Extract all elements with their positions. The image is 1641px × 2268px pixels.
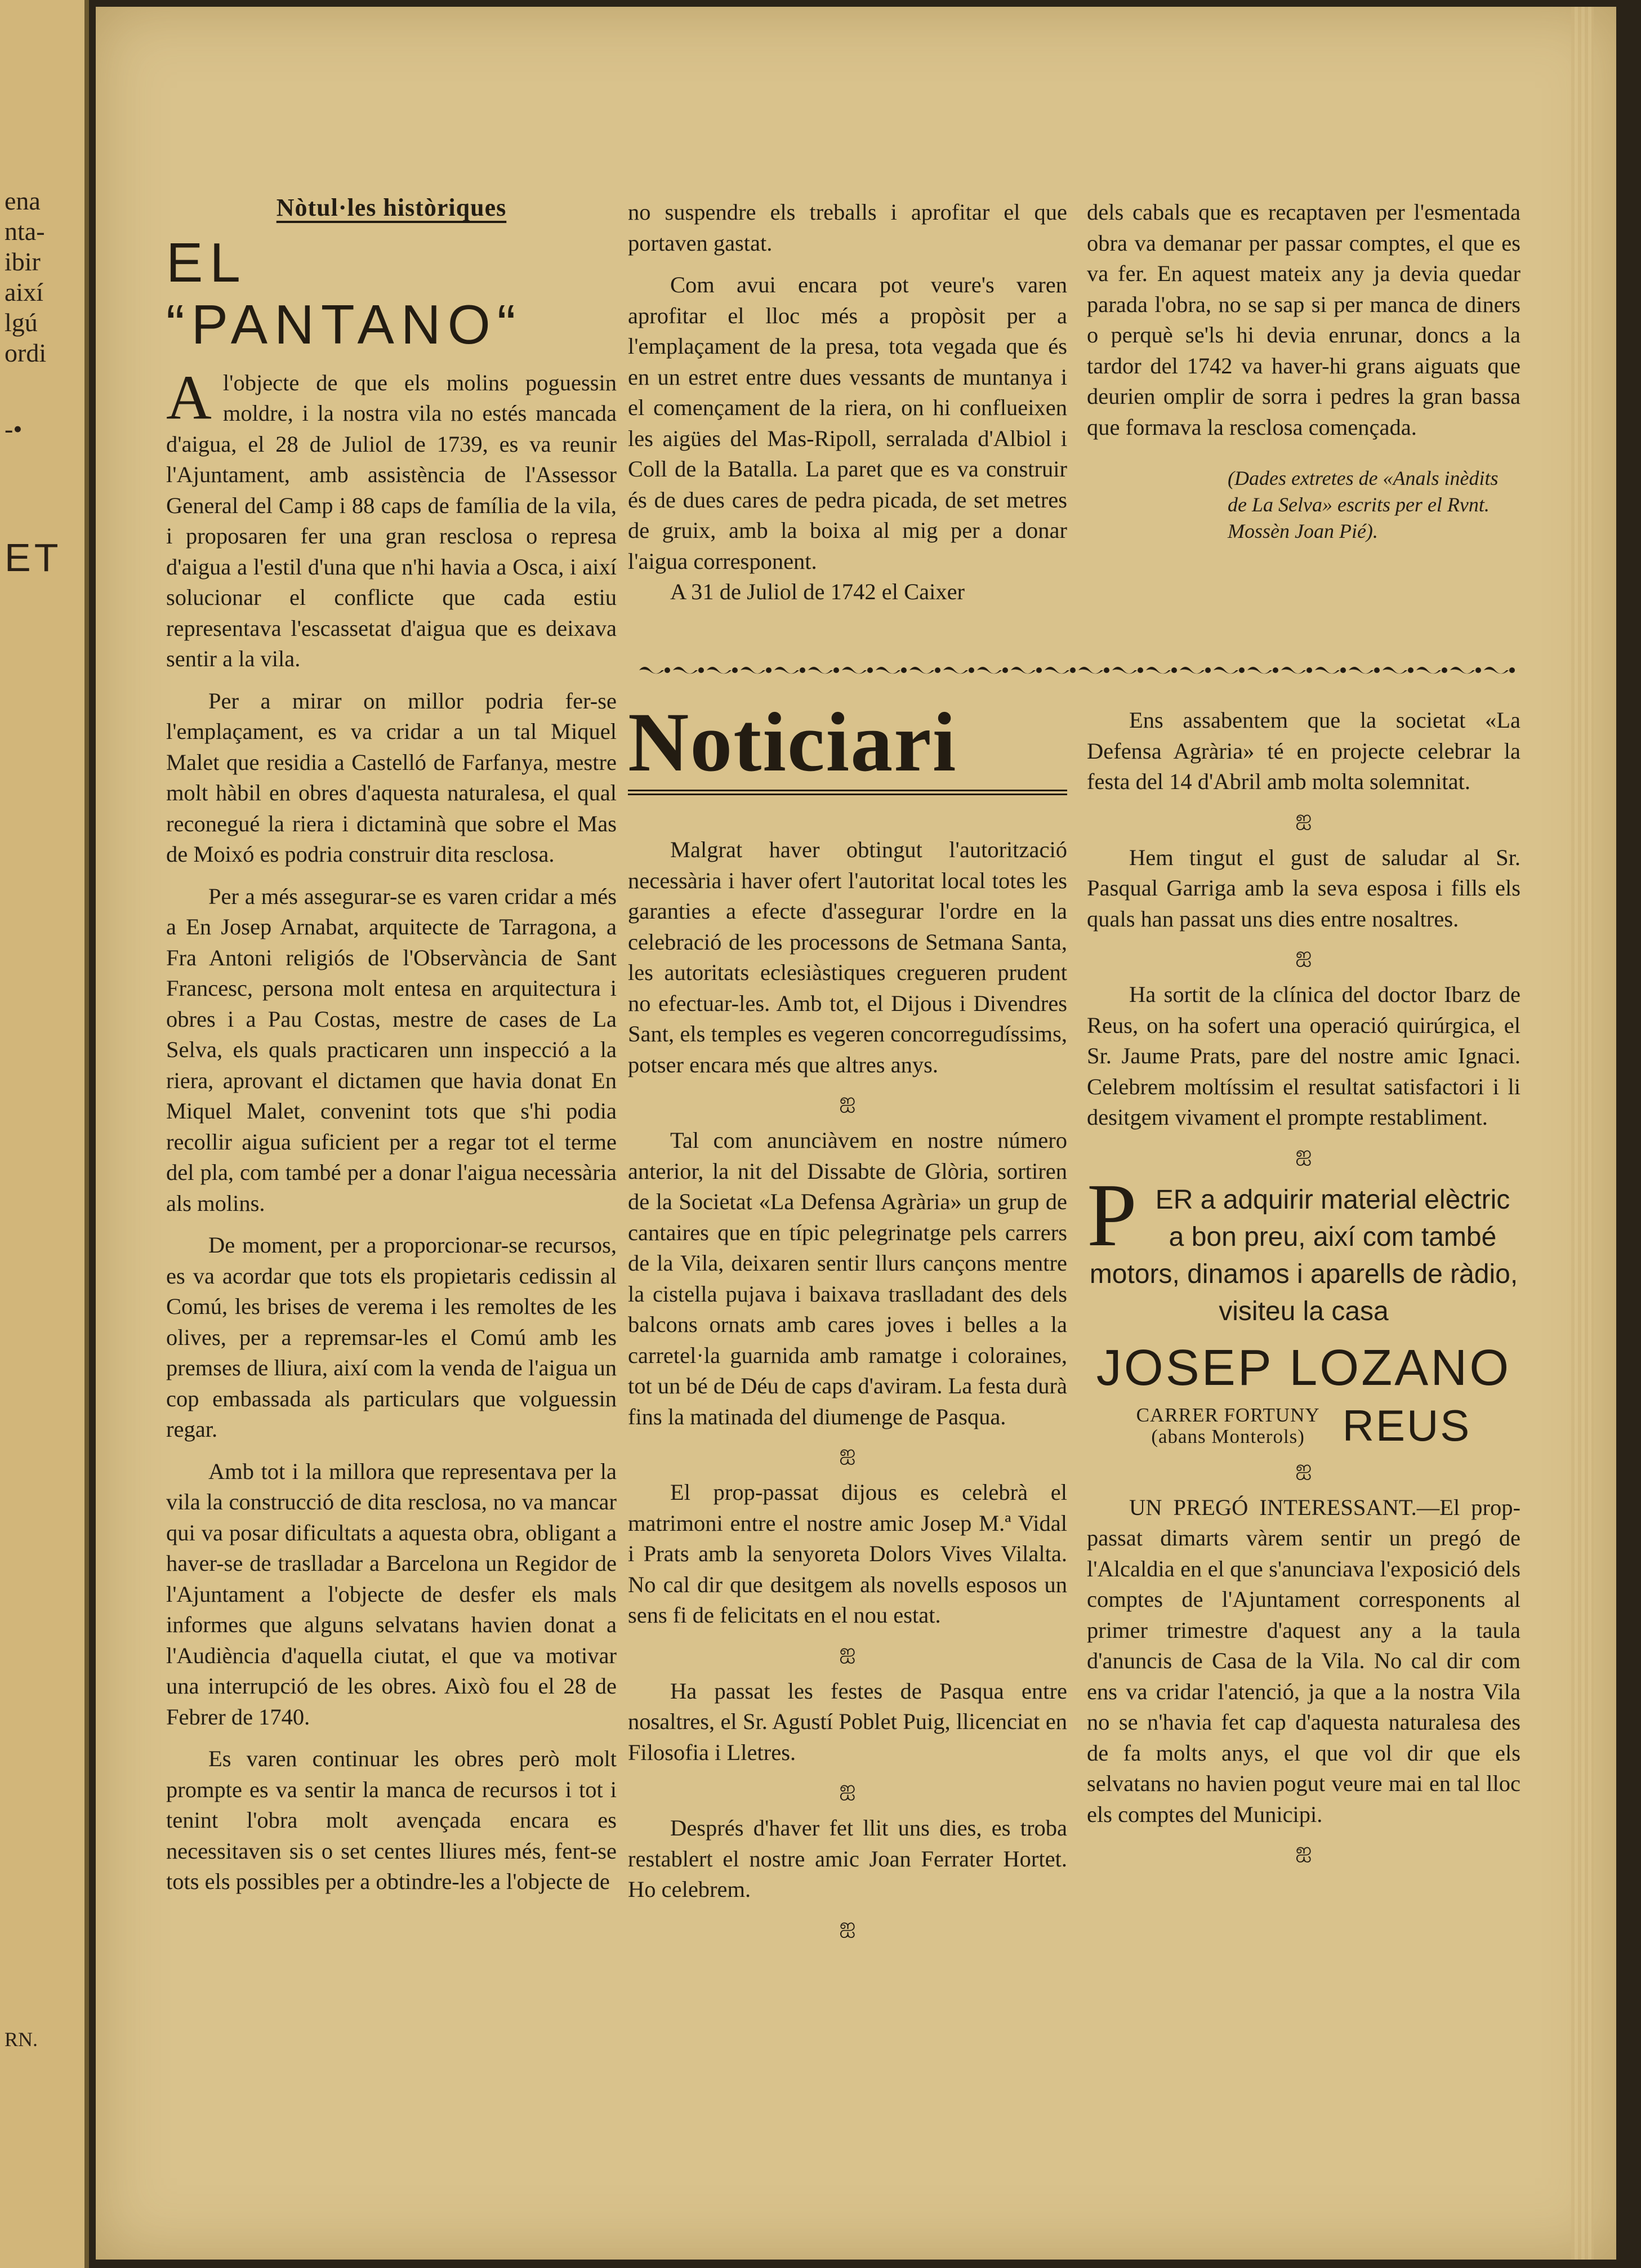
article-paragraph: Com avui encara pot veure's varen aprofitar el lloc més a propòsit per a l'emplaçament de la presa, tota vegada que és en un estret entre dues vessants de muntanya i el començament de la riera, on hi conflueixen les aigües del Mas-Ripoll, serralada d'Albiol i Coll de la Batalla. La paret que es va construir és de dues cares de pedra picada, de set metres de gruix, amb la boixa al mig per a donar l'aigua corresponent. [628, 272, 1067, 574]
article-column-2 [628, 197, 1067, 608]
divider-flourish [1450, 667, 1475, 674]
strip-line: nta- [5, 217, 45, 246]
divider-dot [833, 667, 839, 673]
ad-street-line: CARRER FORTUNY [1136, 1403, 1320, 1426]
article-paragraph: A 31 de Juliol de 1742 el Caixer [670, 579, 965, 604]
news-item: UN PREGÓ INTERESSANT.—El prop-passat dimarts vàrem sentir un pregó de l'Alcaldia en el que s'anunciava l'exposició dels comptes de l'Ajuntament corresponents al primer trimestre d'aquest any a la taula d'anuncis de Casa de la Vila. No cal dir com ens va cridar l'atenció, ja que a la nostra Vila no se n'havia fet cap d'aquesta naturalesa des de fa molts anys, el que vol dir que els selvatans no havien pogut veure mai en tal lloc els comptes del Municipi. [1087, 1494, 1520, 1827]
divider-dot [935, 667, 940, 673]
news-item: Ha passat les festes de Pasqua entre nosaltres, el Sr. Agustí Poblet Puig, llicenciat en Filosofia i Lletres. [628, 1678, 1067, 1765]
divider-flourish [842, 667, 867, 674]
news-item: Ha sortit de la clínica del doctor Ibarz de Reus, on ha sofert una operació quirúrgica, el Sr. Jaume Prats, pare del nostre amic Ignaci. Celebrem moltíssim el resultat satisfactori i li desitgem vivament el prompte restabliment. [1087, 982, 1520, 1130]
divider-flourish [1146, 667, 1171, 674]
divider-dot [1273, 667, 1278, 673]
fleuron-icon: ஐ [1295, 806, 1312, 829]
noticiari-title: Noticiari [628, 696, 957, 789]
divider-dot [1442, 667, 1447, 673]
strip-line: ordi [5, 338, 47, 367]
article-paragraph: Al'objecte de que els molins poguessin moldre, i la nostra vila no estés mancada d'aigua, el 28 de Juliol de 1739, es va reunir l'Ajuntament, amb assistència de l'Assessor General del Camp i 88 caps de família de la vila, i proposaren fer una gran resclosa o represa d'aigua a l'estil d'una que n'hi havia a Osca, i així solucionar el conflicte que cada estiu representava l'escassetat d'aigua que es deixava sentir a la vila. [166, 362, 617, 671]
ornamental-divider [628, 660, 1523, 680]
article-paragraph: dels cabals que es recaptaven per l'esmentada obra va demanar per passar comptes, el que es va fer. En aquest mateix any ja devia quedar parada l'obra, no se sap si per manca de diners o perquè se'ls hi devia enrunar, doncs a la tardor del 1742 va haver-hi grans aiguats que deurien omplir de sorra i pedres la gran bassa que formava la resclosa començada. [1087, 199, 1520, 440]
divider-flourish [943, 667, 968, 674]
strip-line: ET [5, 536, 62, 580]
divider-dot [1036, 667, 1042, 673]
strip-line: així [5, 278, 43, 306]
divider-dot [800, 667, 805, 673]
divider-dot [1138, 667, 1143, 673]
news-item: Després d'haver fet llit uns dies, es troba restablert el nostre amic Joan Ferrater Hortet. Ho celebrem. [628, 1815, 1067, 1902]
divider-flourish [1214, 667, 1238, 674]
divider-dot [901, 667, 907, 673]
divider-flourish [673, 667, 698, 674]
article-paragraph: Per a més assegurar-se es varen cridar a més a En Josep Arnabat, arquitecte de Tarragona, a Fra Antoni religiós de l'Observància de Sant Francesc, persona molt entesa en arquitectura i obres i a Pau Costas, mestre de cases de La Selva, els quals practicaren unn inspecció a la riera, aprovant el dictamen que havia donat En Miquel Malet, convenint tots que s'hi podia recollir aigua suficient per a regar tot el terme del pla, com també per a donar l'aigua necessària als molins. [166, 883, 617, 1216]
divider-flourish [1416, 667, 1441, 674]
article-column-3 [1087, 197, 1520, 545]
divider-flourish [1112, 667, 1137, 674]
divider-flourish [1349, 667, 1374, 674]
divider-flourish [1045, 667, 1069, 674]
advertisement [1087, 1164, 1520, 1451]
fleuron-icon: ஐ [1295, 943, 1312, 966]
divider-flourish [1180, 667, 1205, 674]
news-column-3 [1087, 705, 1520, 1875]
fleuron-icon: ஐ [839, 1639, 856, 1663]
strip-line: RN. [5, 2028, 38, 2051]
news-item: El prop-passat dijous es celebrà el matrimoni entre el nostre amic Josep M.ª Vidal i Prats amb la senyoreta Dolors Vives Vilalta. No cal dir que desitgem als novells esposos un sens fi de felicitats en el nou estat. [628, 1480, 1067, 1628]
divider-dot [732, 667, 738, 673]
article-paragraph: Es varen continuar les obres però molt prompte es va sentir la manca de recursos i tot i tenint l'obra molt avençada encara es necessitaven sis o set centes lliures més, fent-se tots els possibles per a obtindre-les a l'objecte de [166, 1746, 617, 1894]
divider-dot [665, 667, 670, 673]
page-edge [1571, 7, 1594, 2260]
article-column-1 [166, 193, 617, 1897]
news-item: Hem tingut el gust de saludar al Sr. Pasqual Garriga amb la seva esposa i fills els quals han passat uns dies entre nosaltres. [1087, 844, 1520, 932]
divider-flourish [1281, 667, 1306, 674]
divider-dot [1002, 667, 1008, 673]
divider-flourish [774, 667, 799, 674]
article-kicker: Nòtul·les històriques [276, 194, 507, 221]
fleuron-icon: ஐ [1295, 1839, 1312, 1861]
divider-dot [1509, 667, 1515, 673]
strip-line: lgú [5, 308, 38, 337]
ad-business-name: JOSEP LOZANO [1096, 1339, 1511, 1396]
news-item: Tal com anunciàvem en nostre número anterior, la nit del Dissabte de Glòria, sortiren de la Societat «La Defensa Agrària» un grup de cantaires que en típic pelegrinatge pels carrers de la Vila, deixaren sentir llurs cançons mentre la cistella pujava i baixava traslladant des dels balcons ornats amb cares joves i belles a la carretel·la guarnida amb ramatge i coloraines, tot un bé de Déu de caps d'aviram. La festa durà fins la matinada del diumenge de Pasqua. [628, 1128, 1067, 1429]
strip-line: ena [5, 186, 41, 215]
divider-flourish [808, 667, 833, 674]
newspaper-page [96, 7, 1616, 2260]
divider-flourish [639, 667, 664, 674]
divider-dot [1239, 667, 1245, 673]
source-note: (Dades extretes de «Anals inèdits de La Selva» escrits per el Rvnt. Mossèn Joan Pié). [1228, 467, 1499, 542]
divider-flourish [1011, 667, 1036, 674]
strip-line: ibir [5, 247, 41, 276]
divider-flourish [876, 667, 900, 674]
divider-dot [1475, 667, 1481, 673]
divider-dot [1205, 667, 1211, 673]
section-heading [628, 697, 1067, 795]
ad-body: PER a adquirir material elèctric a bon preu, així com també motors, dinamos i aparells de ràdio, visiteu la casa [1087, 1164, 1518, 1326]
divider-dot [1070, 667, 1076, 673]
divider-flourish [1247, 667, 1272, 674]
divider-dot [969, 667, 974, 673]
divider-dot [1408, 667, 1413, 673]
ad-street [1136, 1405, 1320, 1447]
article-title: EL “PANTANO“ [166, 231, 523, 355]
title-underline [628, 790, 1067, 795]
ad-city: REUS [1342, 1401, 1471, 1451]
article-paragraph: Per a mirar on millor podria fer-se l'emplaçament, es va cridar a un tal Miquel Malet que residia a Castelló de Farfanya, mestre molt hàbil en obres d'aquesta naturalesa, el qual reconegué la riera i dictaminà que sobre el Mas de Moixó es podria construir dita resclosa. [166, 688, 617, 867]
divider-dot [698, 667, 704, 673]
ad-drop-cap: P [1087, 1164, 1137, 1265]
divider-dot [1340, 667, 1346, 673]
fleuron-icon: ஐ [1295, 1456, 1312, 1479]
fleuron-icon: ஐ [839, 1777, 856, 1799]
news-item: Ens assabentem que la societat «La Defensa Agrària» té en projecte celebrar la festa del 14 d'Abril amb molta solemnitat. [1087, 707, 1520, 794]
news-item: Malgrat haver obtingut l'autorització necessària i haver ofert l'autoritat local totes les garanties a efecte d'assegurar l'ordre en la celebració de les processons de Setmana Santa, les autoritats eclesiàstiques cregueren prudent no efectuar-les. Amb tot, el Dijous i Divendres Sant, els temples es vegeren concorregudíssims, potser encara més que altres anys. [628, 837, 1067, 1077]
divider-flourish [1078, 667, 1103, 674]
divider-dot [1171, 667, 1177, 673]
adjacent-page-strip [0, 0, 89, 2268]
divider-dot [1306, 667, 1312, 673]
divider-flourish [741, 667, 765, 674]
fleuron-icon: ஐ [839, 1914, 856, 1937]
divider-dot [766, 667, 772, 673]
fleuron-icon: ஐ [839, 1089, 856, 1112]
article-paragraph: no suspendre els treballs i aprofitar el que portaven gastat. [628, 199, 1067, 256]
article-paragraph: De moment, per a proporcionar-se recursos, es va acordar que tots els propietaris cedissin al Comú, les brises de verema i les remoltes de les olives, per a repremsar-les el Comú amb les premses de lliura, així com la venda de l'aigua un cop embassada als particulars que volguessin regar. [166, 1232, 617, 1442]
ad-street-note: (abans Monterols) [1151, 1425, 1305, 1447]
drop-cap: A [166, 362, 212, 433]
divider-flourish [1484, 667, 1509, 674]
divider-flourish [1383, 667, 1407, 674]
divider-flourish [977, 667, 1002, 674]
divider-flourish [707, 667, 732, 674]
fleuron-icon: ஐ [1295, 1142, 1312, 1165]
divider-dot [1374, 667, 1380, 673]
fleuron-icon: ஐ [839, 1441, 856, 1464]
divider-flourish [909, 667, 934, 674]
divider-flourish [1315, 667, 1340, 674]
divider-dot [867, 667, 873, 673]
news-column-2 [628, 835, 1067, 1950]
article-paragraph: Amb tot i la millora que representava per la vila la construcció de dita resclosa, no va mancar qui va posar dificultats a aquesta obra, obligant a haver-se de traslladar a Barcelona un Regidor de l'Ajuntament a l'objecte de desfer els mals informes que alguns selvatans havien donat a l'Audiència d'aquella ciutat, el que va motivar una interrupció de les obres. Això fou el 28 de Febrer de 1740. [166, 1458, 617, 1730]
strip-line: -• [5, 415, 23, 443]
divider-dot [1104, 667, 1109, 673]
ad-address [1087, 1401, 1520, 1451]
